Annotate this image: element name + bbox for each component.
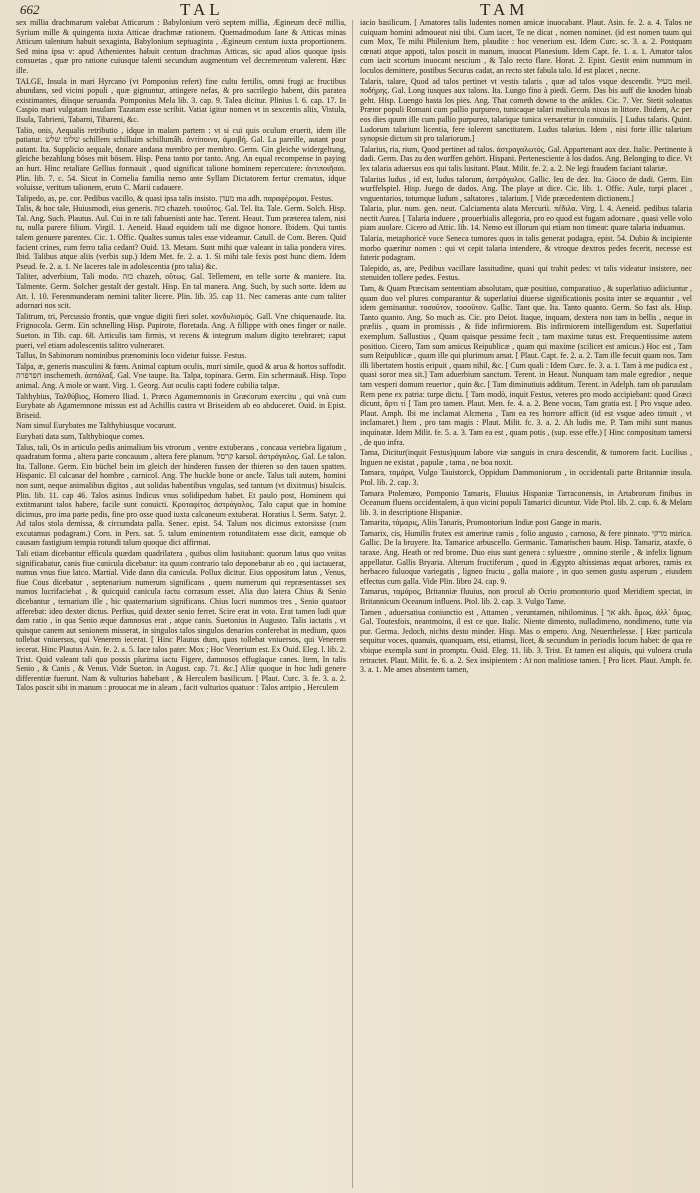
page-number: 662 <box>20 2 40 17</box>
left-running-head: TAL <box>180 0 224 19</box>
dictionary-entry: Talpa, æ, generis masculini & fœm. Animal captum oculis, muri simile, quod & arua & hortos suffodit. חפרפרה inschemeth. ἀσπάλαξ. Gal. Vne taupe. Ita. Talpa, topinara. Germ. Ein schermauß. Hisp. Topo animal. Ang. A mole or want. Virg. 1. Georg. Aut oculis capti fodere cubilia talpæ. <box>16 361 346 390</box>
dictionary-entry: Tali etiam dicebantur efficula quædam quadrilatera , quibus olim lusitabant: quorum latus quo vnitas significabatur, canis fiue canicula dicebatur: ita quum contrario talo deponebatur ab eo , qui iactauerat, numus vnus fiue latco. Martial. Vide dann dia canicula. Pollux dicitur. Eius oppositum latus , Venus, fiue Cous dicebatur , septenarium numerum significans , quem numerum qui repræsentasset sex numos lucrifaciebat , & quicquid canicula iactu corrasum esset. Alia duo latera Chius & Senio dicebantur , ternarium ille , hic quaternarium significans. Chius lucri nummos tres , Senio quatuor afferebat: ideo dexter dictus. Perfius, quid dexter senio ferret. Scire erat in voto. Erat tamen ludi quæ dam ratio , in qua Senio æque damnosus erat , atque canis. Suetonius in Augusto. Talis iactatis , vt quisque canem aut senionem misserat, in singulos talos singulos denarios conferebat in medium, quos tollebat vniuersos, qui Venerem iecerat. [ Hinc Plautus dum, quos tollebat vniuersos, qui Venerem iecerat. Hinc Plautus Asin. fe. 2. a. 5. Iace talos pater. Mox ; Hoc Venerium est. Ex Ouid. Eleg. l. lib. 2. Trist. Quid valeant tali quo possis plurima iactu Figere, damnosos effugiaque canes. Item, In talis Senio , & Canis , & Venus. Vide Sueton. in August. cap. 71. &c.] Aliæ quoque in hoc ludi genere differentiæ fuerunt. Nam & vulturios habebant , & Herculem basilicum. [ Plaut. Curc. 3. fe. 3. a. 2. Talos poscit sibi in manum : prouocat me in aleam , facit vulturios quatuor : Talos arripio , Herculem <box>16 549 346 693</box>
dictionary-entry: Tama, Dicitur(inquit Festus)quum labore viæ sanguis in crura descendit, & tumorem facit. Lucilius , Inguen ne existat , papulæ , tama , ne boa noxit. <box>360 448 692 467</box>
dictionary-entry: iacio basilicum. [ Amatores talis ludentes nomen amicæ inuocabant. Plaut. Asin. fe. 2. a. 4. Talos ne cuiquam homini admoueat nisi tibi. Cum iacet, Te ne dicat , nomen nominet. (id est nomen tuum qui cum Mox, Te mihi Philenium Item, plaudite : hoc venerium est. Idem Curc. sc. 3. a. 2. Postquam cœnati atque appoti, talos poscit in manum, inuocat Planesium. Idem Capt. fe. 1. a. 1. Amator talos cum iacit scortum inuocant nescium , & Talo recto flare. Horat. 2. Epist. Gestit enim nummum in loculos demittere, postibus Securus cadat, an recto stet fabula talo. Id est placet , necne. <box>360 18 692 75</box>
dictionary-entry: Talaria, metaphoricè voce Seneca tumores quos in talis generat podagra, epist. 54. Dubio & incipiente morbo quæritur nomen : qui vt cepit talaria intendere, & vtroque dextros pedes fecerit, necesse est faterir podagram. <box>360 234 692 263</box>
dictionary-entry: Tamara, ταμάρα, Vulgo Tauistorck, Oppidum Dammoniorum , in occidentali parte Britanniæ insula. Ptol. lib. 2. cap. 3. <box>360 468 692 487</box>
dictionary-entry: Tamen , aduersatiua coniunctio est , Attamen , veruntamen, nihilominus. [ אך akh. ὅμως, ἀλλ᾽ ὅμως. Gal. Toutesfois, neantmoins, il est ce que. Italic. Niente dimento, nulladimeno, nondimeno, tutte via pur. Germa. Jedoch, nichts desto minder. Hisp. Mas o empero. Ang. Neuerthelesse. [ Hæc particula sequitur voces, quanuis, quanquam, etsi, etiamsi, licet, & secundum in periodis locum habet: de qua re vbique exempla sunt in promptu. Ouid. Eleg. 11. lib. 3. Trist. Et tamen est aliquis, qui vulnera cruda retractet. Plaut. Milit. fe. 6. a. 2. Sex insipientem : At non malitiose tamen. [ Pro licet. Plaut. Amph. fe. 3. a. 1. Me ames absentem tamen, <box>360 607 692 675</box>
column-divider <box>352 20 353 1188</box>
dictionary-entry: Tam, & Quam Præcisam sententiam absolutam, quæ positiuo, comparatiuo , & superlatiuo adiiciuntur , quam duo vel plures comparantur & superlatiui diuerse significationis posita inter se æquantur , vel idem geminantur. τοσοῦτον, τοσοῦτον. Gallic. Tant que. Ita. Tanto quanto. Germ. So fast als. Hisp. Tanto quanto. Ang. So much as. Cic. pro Deiot. Itaque, inquam, dextera non tam in bellis , neque in præliis , quam in promissis , & fide infirmiorem. Bis infirmiorem intelligendum est. Superlatiui exemplum. Sallustius , Quam quisque pessime fecit , tam maxime tutus est. Frequentissime autem positiuo. Cicero, Tam sum amicus Reipublicæ , quam qui maxime (scilicet est amicus.) Hoc est , Tam sum Reipublicæ , quam ille qui plurimum amat. [ Plaut. Capt. fe. 2. a. 2. Tam ille fecuit quam nos. Tam illi libertatem hostis eripuit , quam nihil, &c. [ Cum quali : Idem Curc. fe. 3. a. 1. Tam à me pudica est , quasi soror mea sit.] Tam aduerbium sanctum. Terent. in Heaut. Nunquam tam male egredior , neque tam vesperi domum reuertor , quin &c. [ Tam diminutiuis additum. Terent. in Adelph. tam ob paruulam Rem pene ex patria: turpe dictu. [ Tam modò, inquit Festus, veteres pro modo accipiebant: quod Græci dicunt, ἄρτι τί [ Tam pro tamen. Plaut. Men. fe. 4. a. 2. Bene vocas, Tam gratia est. [ Pro vsque adeo. Plaut. Amph. Ibi me inclamat Alcmena , Tam ea res horrore afficit (id est vsque adeo timuit , vt inclamaret.) Item , pro tam magis : Plaut. Milit. fc. 3. a. 2. Ah ludis me. P. Tam mihi sunt manus inquinatæ. Idem Milit. fe. 5. a. 3. Tam ea est , quam potis , (sup. esse effe.) [ Hinc compositum tamersi , de quo infra. <box>360 284 692 447</box>
dictionary-entry: Talaris, talare, Quod ad talos pertinet vt vestis talaris , quæ ad talos vsque descendit. מעיל meil. ποδήρης. Gal. Long iusques aux talons. Ita. Lungo fino à piedi. Germ. Das bis auff die knoden hinab geht. Hisp. Luengo hasta los pies. Ang. That cometh downe to the ankles. Cic. 7. Ver. Stetit soleatus Prætor populi Romani cum pallio purpureo, tunicaque talari muliercula nixus in littore. Ibidem, Ac per eos dies quum ille cum pallio purpureo, talarique tunica versaretur in conuiuiis. [ Ludus talaris. Quint. Ludorum talarium licentia, fere tolerent sanctitatem. Ludus talarius. Idem , nisi forte illic talarium synopsie dictum sit pro talariorum.] <box>360 76 692 144</box>
dictionary-entry: Tamarix, cis, Humilis frutex est amerinæ ramis , folio angusto , carnoso, & fere pinnato. מרקי mirica. Gallic. De la bruyere. Ita. Tamarice arbuscello. Germanic. Tamarischen baum. Hisp. Tamariz, ataxfe, ò taraxe. Ang. Heath or red brome. Duo eius sunt genera : syluestre , omnino sterile , & infelix lignum appellatur. Gallis Bryaria. Alterum fructiferum , quod in Ægypto altissimas æquat arbores, ramis ex herbaceo fuluoque variegatis , ligneo fructu , galla maiore , in quo semen gustu asperum , eiusdem effectus cum galla. Vide Plin. libro 24. cap. 9. <box>360 528 692 586</box>
dictionary-entry: Talthybius, Ταλθύβιος, Homero Iliad. 1. Præco Agamemnonis in Græcorum exercitu , qui vnà cum Eurybate ab Agamemnone missus est ad Achillis castra vt Briseidem ab eo abduceret. Ouid. in Epist. Briseid. <box>16 391 346 420</box>
left-column <box>16 18 346 1188</box>
dictionary-entry: Tamarita, τάμαρις, Aliis Tanaris, Promontorium Indiæ post Gange in maris. <box>360 518 602 528</box>
dictionary-entry: Taliter, adverbium, Tali modo. כזה chazeh, οὕτως. Gal. Tellement, en telle sorte & maniere. Ita. Talmente. Germ. Solcher gestalt der gestalt. Hisp. En tal manera. Ang. Such, by such sorte. Idem au Att. l. 10. Ferenmunderam nemini taliter licere. Plin. lib. 35. cap 11. Nec cameras ante cum taliter adornari nos scit. <box>16 272 346 311</box>
dictionary-entry: Talis, & hoc tale, Huiusmodi, eius generis. כזה chazeh. τοιοῦτος. Gal. Tel. Ita. Tale. Germ. Solch. Hisp. Tal. Ang. Such. Plautus. Aul. Cui in re tali fabuenisti ante hac. Terent. Heaut. Tum præterea talem, nisi tu, nulla parere filium. Virgil. 1. Aeneid. Haud equidem tali me dignor honore. Ibidem. Qui tantis talem genuere parentes. Cic. 1. Offic. Qualtes sumus tales esse videamur. Catull. de Com. Beren. Quid facient crines, cum ferro talia cedant? Ouid. 13. Metam. Sunt mihi quæ valeant in talia pondera vires. Ibid. Talibus atque aliis (verbis sup.) Idem Met. fe. 2. a. 1. Si mihi tale fexis post hunc diem. Idem Pseud. fe. 2. a. 1. Ne laceres tale in adolescentia (pro talia) &c. <box>16 204 346 271</box>
dictionary-entry: Talipedo, as, pe. cor. Pedibus vacillo, & quasi ipsa talis insisto. מעדן ma adh. παραφέρομαι. Festus. <box>16 193 334 203</box>
right-column <box>360 18 692 1188</box>
dictionary-entry: Talaria, plur. num. gen. neut. Calciamenta alata Mercurii. πέδιλα. Virg. l. 4. Aeneid. pedibus talaria nectit Aurea. [ Talaria induere , prouerbialis allegoria, pro eo quod est fugam adornare , quasi velle volo piam auolare. Cicero ad Attic. lib. 14. Nemo est illorum qui etiam non timeat: quare talaria induamus. <box>360 204 692 233</box>
dictionary-entry: Tamara Ptolemæo, Pomponio Tamaris, Fluuius Hispaniæ Tarraconensis, in Artabrorum finibus in Oceanum fluens occidentalem, à quo vicini populi Tamarici dicuntur. Vide Ptol. lib. 2. cap. 6. & Melam lib. 3. in descriptione Hispaniæ. <box>360 488 692 517</box>
dictionary-entry: Talarius, ria, rium, Quod pertinet ad talos. ἀστραγαλωτός. Gal. Appartenant aux dez. Italic. Pertinente à dadi. Germ. Das zu den wurffen gehört. Hispani. Pertenesciente à los dados. Ang. Belonging to dice. Vt lex talaria aduersus eos qui talis lusitant. Plaut. Milit. fe. 2. a. 2. Ne legi fraudem faciant talariæ. <box>360 144 692 173</box>
right-running-head: TAM <box>480 0 529 19</box>
dictionary-entry: TALGE, Insula in mari Hyrcano (vt Pomponius refert) fine cultu fertilis, omni frugi ac fructibus abundans, sed vicini populi , quæ gignuntur, attingere nefas, & pro sacrilegio habent, diis paratea existimantes, diisque seruanda. Pomponius Mela lib. 3. cap. 9. Talea dicitur. Plinius l. 6. cap. 17. In Caspio mari vulgatam insulam Tazatam esse scribit. Vatiat igitur nomen vt in sexcentis aliis, Vistula, Ilsula, Tabrieni, Tabarni, Tibareni, &c. <box>16 76 346 124</box>
dictionary-entry: Eurybati data sum, Talthybioque comes. <box>16 431 145 441</box>
dictionary-entry: Talio, onis, Aequalis retributio , idque in malam partem : vt si cui quis oculum eruerit, idem ille patiatur. שלומ שלש schillem schilluim schillumâh. ἀντίποινα, ἀμοιβή. Gal. La pareille, autant pour autant. Ita. Supplicio aequale, donare andana membro per membro. Germ. Gin gleiche widergeltung, gleiche bezahlung böses mit bösem. Hisp. Pena tanto por tanto. Ang. An equal recompense in paying an hurt. Hinc retaliare Gellius formauit , quod significat talione hominem repercutere: ἀντιποιῆσαι. Plin. lib. 7. c. 54. Sicut in Cornelia familia nemo ante Syllam Dictatorem fertur crematus, idque voluisse, veritum talionem, eruto C. Marii cadauere. <box>16 125 346 193</box>
dictionary-entry: sex millia drachmarum valebat Atticarum : Babylonium verò septem millia, Ægineum decē millia, Syrium mille & quingenta iuxta Atticae drachmæ rationem. Quemadmodum Iane & Atticas minas Atticum talentum habuit sexaginta, Babylonium septuaginta , Ægineum centum iuxta proportionem. Sed mina ipsa v: apud Athenientes habuit centum drachmas Atticas, sic apud alios quoque ipsis consuetas , quæ pro ratione cuiusque talenti secundum augmentum vel decrementum valerent. Hæc ille. <box>16 18 346 75</box>
dictionary-entry: Tamarus, ταμάρος, Britanniæ fluuius, non procul ab Ocrio promontorio quod Meridiem spectat, in Britannicum Oceanum influens. Ptol. lib. 2. cap. 3. Vulgo Tame. <box>360 587 692 607</box>
dictionary-entry: Talarius ludus , id est, ludus talorum, ἀστράγαλοι. Gallic. Ieu de dez. Ita. Gioco de dadi. Germ. Ein wurffelspiel. Hisp. Juego de dados. Ang. The playe at dice. Cic. lib. 1. Offic. Aule, turpi placet , vnguentarios, totumque ludum , saltatores , talarium. [ Vide præcedentem dictionem.] <box>360 174 692 203</box>
dictionary-entry: Talepido, as, are, Pedibus vacillare lassitudine, quasi qui trahit pedes: vt talis videatur insistere, nec stenuiden tollere pedes. Festus. <box>360 263 692 283</box>
dictionary-entry: Tallus, In Sabinorum nominibus prænominis loco videtur fuisse. Festus. <box>16 351 247 361</box>
dictionary-entry: Nam simul Eurybates me Talthybiusque vocarunt. <box>16 421 177 431</box>
dictionary-entry: Talitrum, tri, Percussio frontis, quæ vngue digiti fieri solet. κονδυλισμός. Gall. Vne chiquenaude. Ita. Frignocola. Germ. Ein schnelling Hisp. Papirote, floretada. Ang. A fillippe with ones finger or naile. Sueton. in Tib. cap. 68. Articulis tam firmis, vt recens & integrum malum digito terebraret; caput pueri, vel etiam adolescentis talitro vulneraret. <box>16 311 346 350</box>
dictionary-entry: Talus, tali, Os in articulo pedis animalium bis vtrorum , ventre extuberans , concaua vertebra ligatum , quadratum forma , altera parte concauum , altera fere planum. קרסל karsol. ἀστράγαλος. Gal. Le talon. Ita. Tallone. Germ. Ein büchel bein im gleich der hinderen fussen der thieren so den tauen spatten. Hispanic. El calcanar del hombre , carnicol. Ang. The huckle bone or ancle. Talus tali autem, homini non sunt, neque animalibus digitos , aut solidas habentibus vngulas, sed tantum (vt dixitmus) bisulcis. Plin. lib. 11. cap 46. Talos asinus Indicus vnus solidipedum habet. Et paulo post, Hominem qui extitmarunt talos habere, facile sunt conuicti. Κροταφίτος ἀστράγαλος. Talo caput que in homine dicimus, pro ima parte pedis, fine pro osse quod iuxta calcaneum extuberat. Horatius l. Serm. Satyr. 2. Ad talos stola demissa, & circumdata palla. Senec. epist. 54. Talum nos dicimus extorsisse (cum excutamus podagram.) Corn. in Pers. sat. 5. talum eminentem rotunditatem esse dicit, eamque ob causam fastigium tempia rotundi talum quoque dici affirmat. <box>16 442 346 548</box>
